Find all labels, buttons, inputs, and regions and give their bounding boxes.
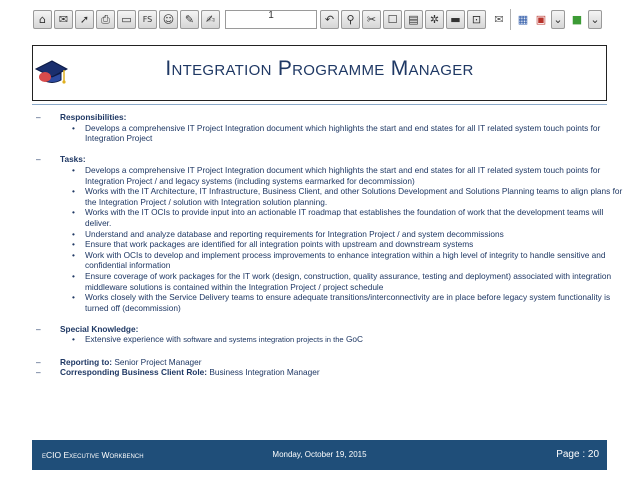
bullet: • (72, 164, 75, 175)
open-folder-icon[interactable]: ▭ (117, 10, 136, 29)
list-item-prefix: Extensive experience with (85, 334, 181, 345)
bullet: • (72, 122, 75, 133)
section-dash: – (36, 323, 41, 334)
pin-icon[interactable]: ▬ (446, 10, 465, 29)
footer-bar (32, 440, 607, 470)
list-item (72, 207, 626, 228)
edit-icon[interactable]: ✎ (180, 10, 199, 29)
list-item (72, 250, 626, 271)
find-icon[interactable]: ⚲ (341, 10, 360, 29)
list-item (72, 271, 626, 292)
list-item-text: Ensure coverage of work packages for the IT work (design, construction, quality assurance, testing and deployment) associated with integration middleware solutions is contained within the Integration Project / project schedule (85, 270, 612, 292)
section-dash: – (36, 367, 41, 378)
page-number-field[interactable] (225, 10, 317, 29)
client-role-line (36, 367, 626, 378)
tools-icon[interactable]: ✂ (362, 10, 381, 29)
bullet: • (72, 270, 75, 281)
envelope-icon[interactable]: ✉ (494, 13, 504, 26)
attachment-folder-icon[interactable]: ▤ (404, 10, 423, 29)
bullet-list (60, 123, 626, 144)
list-item (72, 292, 626, 313)
bullet: • (72, 334, 75, 345)
list-item-text: Works with the IT Architecture, IT Infrastructure, Business Client, and other Solutions Development and Solutions Planning teams to align plans for the Integration Project / solution with Integration solution planning. (85, 186, 623, 207)
print-icon[interactable]: ⎙ (96, 10, 115, 29)
home-icon[interactable]: ⌂ (33, 10, 52, 29)
toolbar (0, 0, 638, 36)
smiley-icon[interactable]: ☺ (159, 10, 178, 29)
client-role-label: Corresponding Business Client Role: (60, 367, 208, 378)
list-item (72, 229, 626, 240)
reporting-label: Reporting to: (60, 356, 113, 367)
lock-icon[interactable]: ⊡ (467, 10, 486, 29)
responsibilities-section (36, 112, 626, 144)
list-item-middle: software and systems integration projects in the (183, 335, 344, 345)
tasks-section (36, 154, 626, 313)
footer-workbench-label: eCIO Executive Workbench (42, 450, 144, 460)
list-item (72, 334, 626, 346)
bullet-list (60, 165, 626, 313)
list-item-text: Works closely with the Service Delivery teams to ensure adequate transitions/interconnectivity are in place before legacy system functionality is turned off (decommission) (85, 292, 611, 313)
reporting-value: Senior Project Manager (114, 356, 202, 367)
list-item (72, 239, 626, 250)
notes-icon[interactable]: ☐ (383, 10, 402, 29)
page-title: Integration Programme Manager (165, 57, 474, 80)
list-item (72, 165, 626, 186)
section-title: Tasks: (60, 154, 86, 165)
bullet: • (72, 249, 75, 260)
section-title: Special Knowledge: (60, 323, 139, 334)
section-dash: – (36, 356, 41, 367)
bullet: • (72, 228, 75, 239)
client-role-value: Business Integration Manager (209, 367, 320, 378)
fs-icon[interactable] (138, 10, 157, 29)
footer-page-number: Page : 20 (556, 449, 599, 460)
slide-content (36, 112, 626, 378)
list-item (72, 186, 626, 207)
chevron-down-icon[interactable]: ⌄ (551, 10, 565, 29)
title-divider (32, 104, 607, 105)
section-title: Responsibilities: (60, 112, 127, 122)
list-item (72, 123, 626, 144)
bullet: • (72, 207, 75, 218)
footer-date: Monday, October 19, 2015 (272, 450, 367, 459)
list-item-text: Work with OCIs to develop and implement process improvements to enhance integration within a high level of integrity to handle sensitive and confidential information (85, 249, 606, 271)
export-icon[interactable]: ➚ (75, 10, 94, 29)
bullet: • (72, 292, 75, 303)
page-number-value: 1 (268, 10, 274, 21)
section-dash: – (36, 154, 41, 165)
list-item-text: Works with the IT OCIs to provide input into an actionable IT roadmap that establishes the foundation of work that the development teams will deliver. (85, 207, 604, 228)
section-dash: – (36, 112, 41, 122)
document-icon[interactable]: ▦ (517, 13, 529, 26)
list-item-text: Develops a comprehensive IT Project Integration document which highlights the start and end states for all IT related system touch points for Integration Project / and legacy systems (including systems earmarked for decommission) (85, 164, 601, 186)
list-item-text: Develops a comprehensive IT Project Integration document which highlights the start and end states for all IT related system touch points for Integration Project (85, 122, 601, 144)
special-knowledge-section (36, 324, 626, 346)
reporting-line (36, 357, 626, 368)
bullet: • (72, 186, 75, 197)
stack-icon[interactable]: ■ (571, 13, 583, 26)
settings-icon[interactable]: ✲ (425, 10, 444, 29)
chevron-down-icon[interactable]: ⌄ (588, 10, 602, 29)
sign-icon[interactable]: ✍ (201, 10, 220, 29)
list-item-text: Ensure that work packages are identified for all integration points with upstream and downstream systems (85, 239, 474, 250)
toolbar-separator (510, 9, 511, 30)
list-item-suffix: GoC (345, 334, 364, 345)
calendar-icon[interactable]: ▣ (535, 13, 547, 26)
bullet: • (72, 239, 75, 250)
list-item-text: Understand and analyze database and reporting requirements for Integration Project / and system decommissions (85, 228, 504, 239)
fs-label: FS (142, 15, 153, 24)
bullet-list (60, 334, 626, 346)
undo-icon[interactable]: ↶ (320, 10, 339, 29)
mail-icon[interactable]: ✉ (54, 10, 73, 29)
